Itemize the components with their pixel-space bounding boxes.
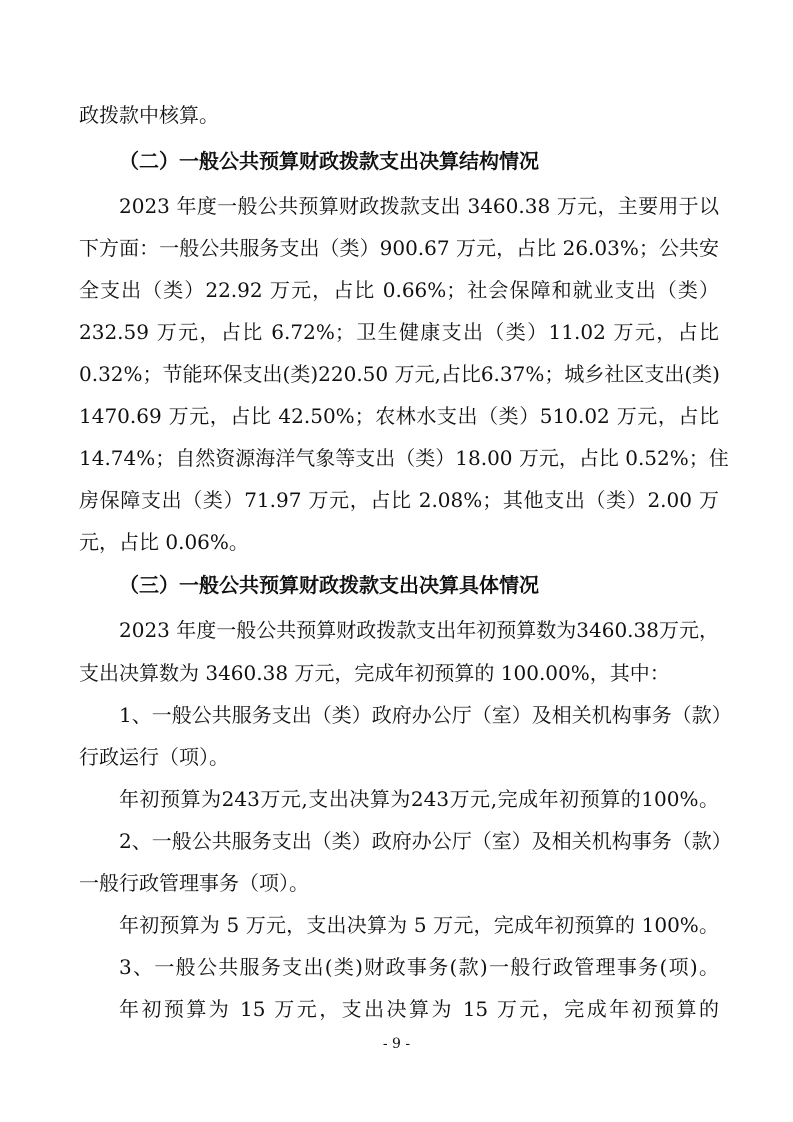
item-2-title-cont: 一般行政管理事务（项）。 xyxy=(79,871,309,895)
item-3-title: 3、一般公共服务支出(类)财政事务(款)一般行政管理事务(项)。 xyxy=(119,955,719,979)
section-heading-details: （三）一般公共预算财政拨款支出决算具体情况 xyxy=(119,573,539,597)
page-number: - 9 - xyxy=(382,1036,411,1052)
item-1-title-cont: 行政运行（项）。 xyxy=(79,745,229,769)
item-3-detail: 年初预算为 15 万元，支出决算为 15 万元，完成年初预算的 xyxy=(119,997,719,1021)
paragraph-line: 14.74%；自然资源海洋气象等支出（类）18.00 万元，占比 0.52%；住 xyxy=(79,446,729,470)
paragraph-line: 0.32%；节能环保支出(类)220.50 万元,占比6.37%；城乡社区支出(类) xyxy=(79,362,720,386)
paragraph-line: 房保障支出（类）71.97 万元，占比 2.08%；其他支出（类）2.00 万 xyxy=(79,488,719,512)
paragraph-line: 232.59 万元，占比 6.72%；卫生健康支出（类）11.02 万元，占比 xyxy=(79,320,719,344)
item-2-detail: 年初预算为 5 万元，支出决算为 5 万元，完成年初预算的 100%。 xyxy=(119,913,719,937)
paragraph-line: 支出决算数为 3460.38 万元，完成年初预算的 100.00%，其中： xyxy=(79,661,670,685)
paragraph-line: 1470.69 万元，占比 42.50%；农林水支出（类）510.02 万元，占比 xyxy=(79,404,719,428)
paragraph-line: 政拨款中核算。 xyxy=(79,103,219,127)
section-heading-structure: （二）一般公共预算财政拨款支出决算结构情况 xyxy=(119,149,539,173)
item-2-title: 2、一般公共服务支出（类）政府办公厅（室）及相关机构事务（款） xyxy=(119,829,732,853)
paragraph-line: 全支出（类）22.92 万元，占比 0.66%；社会保障和就业支出（类） xyxy=(79,278,719,302)
paragraph-line: 元，占比 0.06%。 xyxy=(79,530,249,554)
paragraph-line: 下方面：一般公共服务支出（类）900.67 万元，占比 26.03%；公共安 xyxy=(79,236,719,260)
item-1-title: 1、一般公共服务支出（类）政府办公厅（室）及相关机构事务（款） xyxy=(119,703,732,727)
paragraph-line: 2023 年度一般公共预算财政拨款支出 3460.38 万元，主要用于以 xyxy=(119,194,719,218)
paragraph-line: 2023 年度一般公共预算财政拨款支出年初预算数为3460.38万元， xyxy=(119,618,719,642)
item-1-detail: 年初预算为243万元,支出决算为243万元,完成年初预算的100%。 xyxy=(119,787,719,811)
